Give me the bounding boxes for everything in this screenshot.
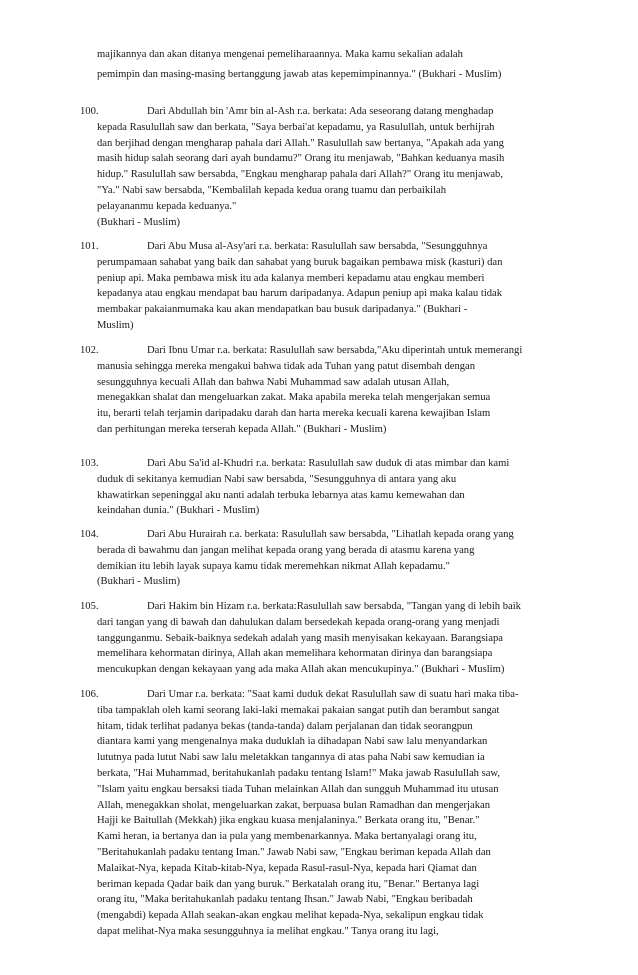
text-line: pemimpin dan masing-masing bertanggung jawab atas kepemimpinannya." (Bukhari - Muslim) [97,69,502,80]
text-line: tiba tampaklah oleh kami seorang laki-laki memakai pakaian sangat putih dan berambut sangat [97,704,500,716]
text-line: Malaikat-Nya, kepada Kitab-kitab-Nya, kepada Rasul-rasul-Nya, kepada hari Qiamat dan [97,862,477,874]
text-line: (mengabdi) kepada Allah seakan-akan engkau melihat kepada-Nya, sekalipun engkau tidak [97,910,484,922]
text-line: keindahan dunia." (Bukhari - Muslim) [97,505,260,517]
text-line: diantara kami yang mengenalnya maka duduklah ia dihadapan Nabi saw lalu menyandarkan [97,736,488,748]
text-line: memelihara kehormatan dirinya, Allah akan memelihara kehormatan dirinya dan barangsiapa [97,648,493,660]
text-line: mencukupkan dengan kekayaan yang ada maka Allah akan mencukupinya." (Bukhari - Muslim) [97,664,505,676]
text-line: (Bukhari - Muslim) [97,576,180,588]
text-line: berada di bawahmu dan jangan melihat kepada orang yang berada di atasmu karena yang [97,544,475,556]
hadith-number: 106. [80,689,99,700]
text-line: Hajji ke Baitullah (Mekkah) jika engkau kuasa menjalaninya." Berkata orang itu, "Benar." [97,815,480,827]
text-line: majikannya dan akan ditanya mengenai pemeliharaannya. Maka kamu sekalian adalah [97,49,463,60]
text-line: (Bukhari - Muslim) [97,216,180,228]
text-line: tanggunganmu. Sebaik-baiknya sedekah adalah yang masih menyisakan kekayaan. Barangsiapa [97,632,503,644]
text-line: Dari Abu Sa'id al-Khudri r.a. berkata: Rasulullah saw duduk di atas mimbar dan kami [147,458,510,469]
hadith-number: 102. [80,345,99,356]
text-line: peniup api. Maka pembawa misk itu ada kalanya memberi kepadamu atau engkau memberi [97,272,485,284]
text-line: berkata, "Hai Muhammad, beritahukanlah padaku tentang Islam!" Maka jawab Rasulullah saw, [97,768,501,779]
text-line: perumpamaan sahabat yang baik dan sahabat yang buruk bagaikan pembawa misk (kasturi) dan [97,256,503,268]
hadith-number: 101. [80,241,99,252]
text-line: khawatirkan sepeninggal aku nanti adalah terbuka lebarnya atas kamu kemewahan dan [97,489,465,501]
text-line: "Beritahukanlah padaku tentang Iman." Jawab Nabi saw, "Engkau beriman kepada Allah dan [97,847,491,858]
hadith-number: 104. [80,529,99,540]
text-line: kepadanya atau engkau mendapat bau harum daripadanya. Adapun peniup api maka kalau tidak [97,288,503,300]
text-line: orang itu, "Maka beritahukanlah padaku tentang Ihsan." Jawab Nabi, "Engkau beribadah [97,894,473,906]
text-line: dari tangan yang di bawah dan dahulukan dalam bersedekah kepada orang-orang yang menjadi [97,616,500,628]
text-line: menegakkan shalat dan mengeluarkan zakat. Maka apabila mereka telah mengerjakan semua [97,392,491,404]
text-line: beriman kepada Qadar baik dan yang buruk." Berkatalah orang itu, "Benar." Bertanya lagi [97,878,480,890]
text-line: kepada Rasulullah saw dan berkata, "Saya berbai'at kepadamu, ya Rasulullah, untuk berhijrah [97,121,495,133]
text-line: Dari Abu Hurairah r.a. berkata: Rasulullah saw bersabda, "Lihatlah kepada orang yang [147,529,514,540]
hadith-number: 103. [80,458,99,469]
text-line: dapat melihat-Nya maka sesungguhnya ia melihat engkau." Tanya orang itu lagi, [97,926,439,937]
text-line: hitam, tidak terlihat padanya bekas (tanda-tanda) dalam perjalanan dan tidak seorangpun [97,720,473,732]
text-line: itu, berarti telah terjamin daripadaku darah dan harta mereka kecuali karena kewajiban Islam [97,408,491,420]
text-line: lututnya pada lutut Nabi saw lalu meletakkan tangannya di atas paha Nabi saw kemudian ia [97,752,485,764]
text-line: Muslim) [97,320,134,331]
text-line: dan berjihad dengan mengharap pahala dari Allah." Rasulullah saw bertanya, "Apakah ada yang [97,137,504,149]
text-line: Dari Umar r.a. berkata: "Saat kami duduk dekat Rasulullah saw di suatu hari maka tiba- [147,689,519,700]
text-line: masih hidup salah seorang dari ayah bundamu?" Orang itu menjawab, "Bahkan keduanya masih [97,153,505,165]
hadith-number: 100. [80,106,99,117]
text-line: "Ya." Nabi saw bersabda, "Kembalilah kepada kedua orang tuamu dan perbaikilah [97,185,447,196]
text-line: hidup." Rasulullah saw bersabda, "Engkau mengharap pahala dari Allah?" Orang itu menjawab, [97,169,503,181]
text-line: Dari Hakim bin Hizam r.a. berkata:Rasulullah saw bersabda, "Tangan yang di lebih baik [147,601,521,612]
hadith-number: 105. [80,601,99,612]
text-line: dan perhitungan mereka terserah kepada Allah." (Bukhari - Muslim) [97,424,387,435]
text-line: sesungguhnya kecuali Allah dan bahwa Nabi Muhammad saw adalah utusan Allah, [97,376,450,388]
text-line: Kami heran, ia bertanya dan ia pula yang membenarkannya. Maka bertanyalagi orang itu, [97,831,477,843]
text-line: demikian itu lebih layak supaya kamu tidak meremehkan nikmat Allah kepadamu." [97,560,450,572]
text-line: membakar pakaianmumaka kau akan mendapatkan bau busuk daripadanya." (Bukhari - [97,304,468,316]
text-line: Dari Ibnu Umar r.a. berkata: Rasulullah saw bersabda,"Aku diperintah untuk memerangi [147,345,523,356]
text-line: Allah, menegakkan sholat, mengeluarkan zakat, berpuasa bulan Ramadhan dan mengerjakan [97,799,490,811]
text-line: pelayananmu kepada keduanya." [97,200,237,212]
text-line: manusia sehingga mereka mengakui bahwa tidak ada Tuhan yang patut disembah dengan [97,360,476,372]
text-line: duduk di sekitanya kemudian Nabi saw bersabda, "Sesungguhnya di antara yang aku [97,473,457,485]
text-line: "Islam yaitu engkau bersaksi tiada Tuhan melainkan Allah dan sungguh Muhammad itu utusan [97,783,499,795]
text-line: Dari Abdullah bin 'Amr bin al-Ash r.a. berkata: Ada seseorang datang menghadap [147,106,494,117]
text-line: Dari Abu Musa al-Asy'ari r.a. berkata: Rasulullah saw bersabda, "Sesungguhnya [147,241,488,252]
